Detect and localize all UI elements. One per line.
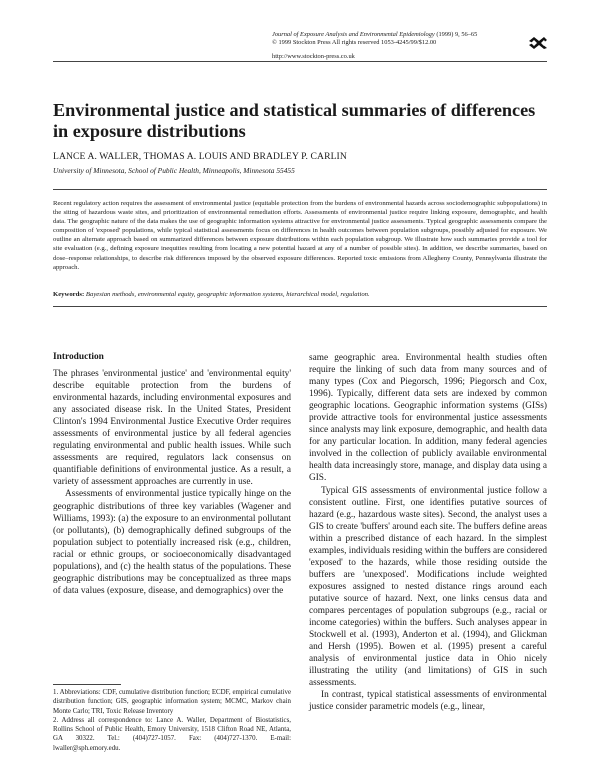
left-column: [53, 351, 291, 597]
footnote: 2. Address all correspondence to: Lance A. Waller, Department of Biostatistics, Rollins School of Public Health, Emory University, 1518 Clifton Road NE, Atlanta, GA 30322. Tel.: (404)727-1057. Fax: (404)727-1370. E-mail: lwaller@sph.emory.edu.: [53, 716, 291, 752]
paragraph: Typical GIS assessments of environmental justice follow a consistent outline. First, one identifies putative sources of hazard (e.g., hazardous waste sites). Second, the analyst uses a GIS to create 'buffers' around each site. The buffers define areas within a prescribed distance of each hazard. In the simplest examples, individuals residing within the buffers are considered 'exposed' to the hazards, while those residing outside the buffers are 'unexposed'. Modifications include weighted exposures assigned to nested distance rings around each putative source of hazard. Next, one links census data and compares percentages of population subgroups (e.g., racial or income categories) within the buffers. Such analyses appear in Stockwell et al. (1993), Anderton et al. (1994), and Glickman and Hersh (1995). Bowen et al. (1995) present a careful analysis of environmental justice data in Ohio nicely illustrating the utility (and limitations) of GIS in such assessments.: [309, 485, 547, 689]
journal-citation: (1999) 9, 56–65: [436, 31, 478, 38]
paragraph: Assessments of environmental justice typically hinge on the geographic distributions of three key variables (Wagener and Williams, 1993): (a) the exposure to an environmental pollutant (or pollutants), (b) demographically defined subgroups of the population subject to potentially increased risk (e.g., children, racial or ethnic groups, or socioeconomically disadvantaged populations), and (c) the health status of the populations. These geographic distributions may be conceptualized as three maps of data values (exposure, disease, and demographics) over the: [53, 489, 291, 596]
keywords: [53, 290, 547, 299]
author-list: LANCE A. WALLER, THOMAS A. LOUIS AND BRADLEY P. CARLIN: [53, 151, 347, 162]
journal-title: Journal of Exposure Analysis and Environmental Epidemiology: [272, 31, 435, 38]
footnote-rule: [53, 684, 121, 685]
abstract-bottom-rule: [53, 306, 547, 307]
keywords-list: Bayesian methods, environmental equity, geographic information systems, hierarchical model, regulation.: [85, 291, 370, 298]
paragraph: same geographic area. Environmental health studies often require the linking of such data from many sources and of many types (Cox and Piegorsch, 1996; Piegorsch and Cox, 1996). Typically, different data sets are indexed by common geographic locations. Geographic information systems (GISs) provide attractive tools for environmental justice assessments since analysts may link exposure, demographic, and health data for any particular location. In addition, many federal agencies involved in the collection of publicly available environmental health data increasingly store, manage, and display data using a GIS.: [309, 353, 547, 484]
keywords-label: Keywords:: [53, 291, 85, 298]
footnote: 1. Abbreviations: CDF, cumulative distribution function; ECDF, empirical cumulative distribution function; GIS, geographic information system; MCMC, Markov chain Monte Carlo; TRI, Toxic Release Inventory: [53, 689, 291, 715]
section-heading-introduction: Introduction: [53, 352, 104, 362]
publisher-logo-icon: [528, 36, 548, 50]
journal-header: [272, 31, 532, 62]
footnotes: [53, 688, 291, 753]
abstract-top-rule: [53, 189, 547, 190]
affiliation: University of Minnesota, School of Public Health, Minneapolis, Minnesota 55455: [53, 166, 295, 175]
abstract: Recent regulatory action requires the assessment of environmental justice (equitable protection from the burdens of environmental hazards across sociodemographic subpopulations) in the siting of hazardous waste sites, and prioritization of environmental remediation efforts. Assessments of environmental justice require linking exposure, demographic, and health data. The geographic nature of the data makes the use of geographic information systems attractive for environmental justice assessments. Typical geographic assessments compare the composition of 'exposed' populations, while typical statistical assessments focus on differences in health outcomes between population subgroups, possibly adjusted for exposure. We outline an alternate approach based on summarized differences between exposure distributions within each population subgroup. We illustrate how such summaries provide a tool for site evaluation (e.g., defining exposure inequities resulting from locating a new potential hazard at any of a number of possible sites). In addition, we describe summaries, based on dose–response relationships, to describe risk differences imposed by the observed exposure differences. Reported toxic emissions from Allegheny County, Pennsylvania illustrate the approach.: [53, 200, 547, 271]
article-title: Environmental justice and statistical summaries of differences in exposure distributions: [53, 100, 536, 141]
paragraph: In contrast, typical statistical assessments of environmental justice consider parametric models (e.g., linear,: [309, 690, 547, 713]
journal-url[interactable]: http://www.stockton-press.co.uk: [272, 53, 355, 61]
header-rule: [53, 61, 547, 62]
copyright-line: © 1999 Stockton Press All rights reserved 1053-4245/99/$12.00: [272, 39, 437, 47]
paragraph: The phrases 'environmental justice' and 'environmental equity' describe equitable protection from the burdens of environmental hazards, including environmental exposures and any associated disease risk. In the United States, President Clinton's 1994 Environmental Justice Executive Order requires assessments of environmental justice by all federal agencies regulating environmental and public health issues. While such assessments are required, regulators lack consensus on quantifiable definitions of environmental justice. As a result, a variety of assessment approaches are currently in use.: [53, 369, 291, 488]
right-column: [309, 352, 547, 713]
